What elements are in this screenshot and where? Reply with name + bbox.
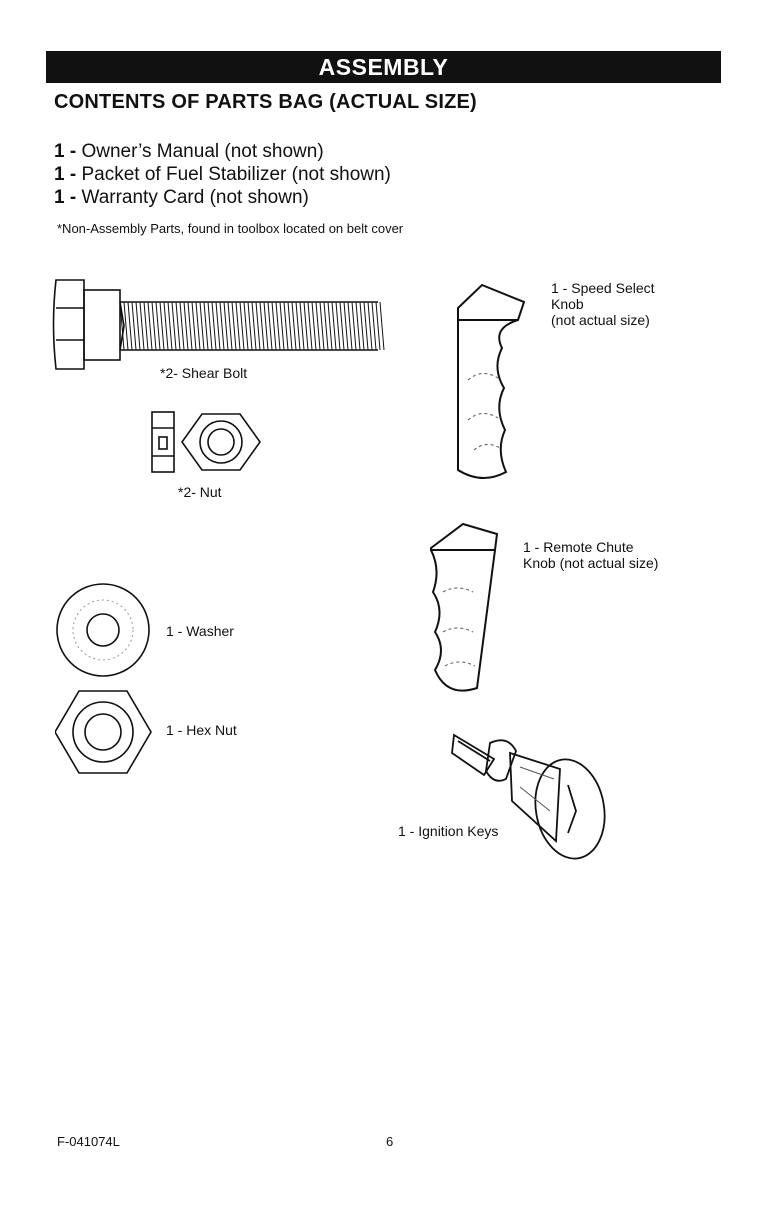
hex-nut-label: 1 - Hex Nut <box>166 722 237 738</box>
speed-select-knob-illustration <box>448 280 528 485</box>
item-text: Packet of Fuel Stabilizer (not shown) <box>81 164 391 185</box>
speed-knob-label-line: Knob <box>551 296 584 312</box>
speed-knob-label-line: (not actual size) <box>551 312 650 328</box>
section-banner: ASSEMBLY <box>46 51 721 83</box>
speed-knob-label-line: 1 - Speed Select <box>551 280 655 296</box>
list-item <box>54 140 391 163</box>
list-item <box>54 186 391 209</box>
item-text: Owner’s Manual (not shown) <box>81 141 324 162</box>
remote-chute-knob-label <box>523 539 658 571</box>
item-separator: - <box>69 141 77 162</box>
item-quantity: 1 <box>54 164 65 185</box>
nut-label: *2- Nut <box>178 484 222 500</box>
list-item <box>54 163 391 186</box>
item-text: Warranty Card (not shown) <box>81 187 309 208</box>
non-assembly-note: *Non-Assembly Parts, found in toolbox located on belt cover <box>57 221 404 236</box>
contents-list <box>54 140 391 209</box>
page-title: CONTENTS OF PARTS BAG (ACTUAL SIZE) <box>54 91 477 113</box>
nut-illustration <box>146 408 270 476</box>
document-code: F-041074L <box>57 1134 120 1149</box>
ignition-key-illustration <box>450 715 620 865</box>
page-number: 6 <box>386 1134 394 1149</box>
item-quantity: 1 <box>54 187 65 208</box>
item-separator: - <box>69 164 77 185</box>
washer-label: 1 - Washer <box>166 623 234 639</box>
item-separator: - <box>69 187 77 208</box>
chute-knob-label-line: 1 - Remote Chute <box>523 539 634 555</box>
chute-knob-label-line: Knob (not actual size) <box>523 555 659 571</box>
shear-bolt-label: *2- Shear Bolt <box>160 365 248 381</box>
remote-chute-knob-illustration <box>425 520 505 700</box>
ignition-keys-label: 1 - Ignition Keys <box>398 823 499 839</box>
shear-bolt-illustration <box>48 272 386 372</box>
washer-illustration <box>55 580 155 680</box>
item-quantity: 1 <box>54 141 65 162</box>
hex-nut-illustration <box>55 688 155 776</box>
speed-select-knob-label <box>551 280 655 328</box>
